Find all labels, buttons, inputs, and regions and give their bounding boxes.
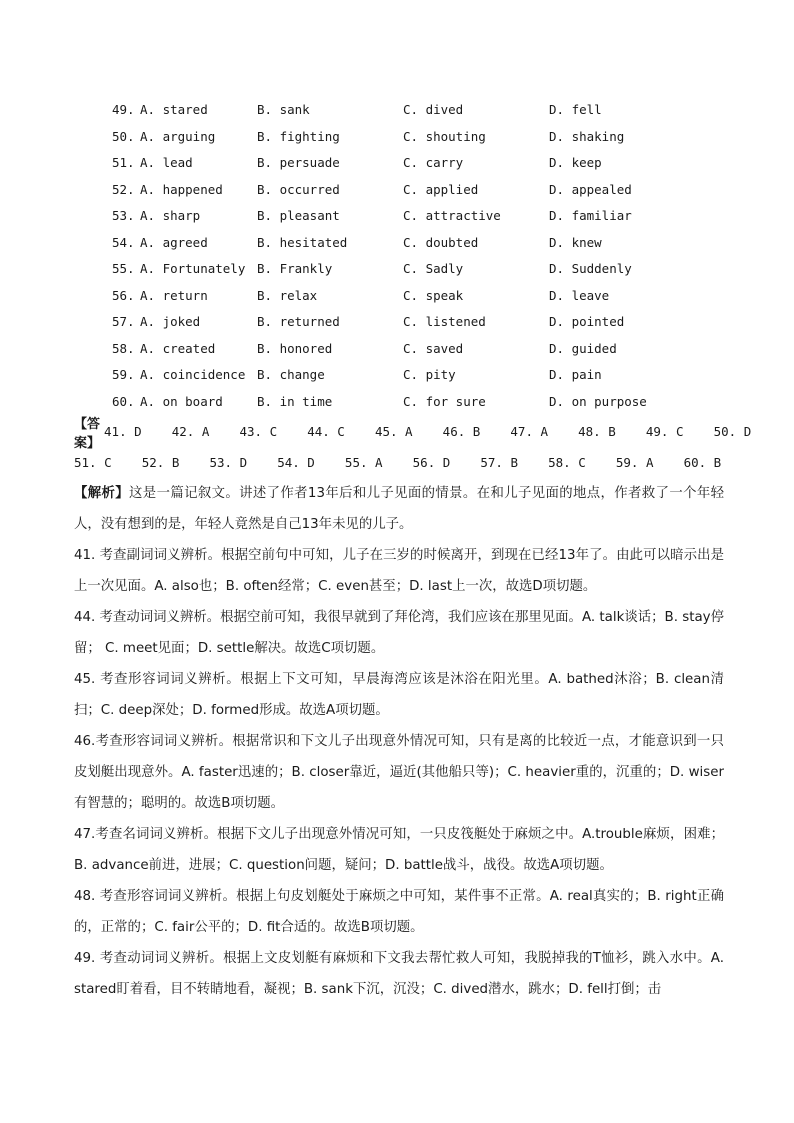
option-a: A. agreed xyxy=(140,234,208,250)
option-a: A. Fortunately xyxy=(140,261,246,276)
option-row xyxy=(0,97,794,124)
option-b: B. persuade xyxy=(257,155,340,170)
answer-label: 【答案】 xyxy=(74,416,101,451)
option-d: D. leave xyxy=(549,287,610,303)
option-b: B. hesitated xyxy=(257,234,348,250)
option-c: C. doubted xyxy=(403,234,479,250)
analysis-item: 48. 考查形容词词义辨析。根据上句皮划艇处于麻烦之中可知，某件事不正常。A. real真实的；B. right正确的，正常的；C. fair公平的；D. fit合适的。故选B项切题。 xyxy=(74,889,724,935)
option-b: B. fighting xyxy=(257,128,340,144)
option-c: C. applied xyxy=(403,181,479,197)
option-b: B. occurred xyxy=(257,181,340,197)
question-number: 50. xyxy=(112,128,135,144)
option-c: C. shouting xyxy=(403,128,486,144)
option-d: D. familiar xyxy=(549,208,632,223)
option-d: D. pointed xyxy=(549,314,625,329)
option-a: A. joked xyxy=(140,314,201,329)
option-b: B. pleasant xyxy=(257,208,340,223)
analysis-items xyxy=(74,540,724,1005)
question-number: 55. xyxy=(112,261,135,276)
option-c: C. speak xyxy=(403,287,464,303)
analysis-intro xyxy=(74,478,724,540)
analysis-item: 46.考查形容词词义辨析。根据常识和下文儿子出现意外情况可知，只有是离的比较近一点，才能意识到一只皮划艇出现意外。A. faster迅速的；B. closer靠近，逼近(其他船只等)；C. heavier重的，沉重的；D. wiser有智慧的；聪明的。故选B项切题。 xyxy=(74,734,724,811)
analysis-item: 44. 考查动词词义辨析。根据空前可知，我很早就到了拜伦湾，我们应该在那里见面。A. talk谈话；B. stay停留； C. meet见面；D. settle解决。故选C项切题。 xyxy=(74,610,724,656)
option-d: D. Suddenly xyxy=(549,261,632,276)
option-row xyxy=(0,177,794,204)
analysis-item: 45. 考查形容词词义辨析。根据上下文可知，早晨海湾应该是沐浴在阳光里。A. bathed沐浴；B. clean清扫；C. deep深处；D. formed形成。故选A项切题。 xyxy=(74,672,724,718)
question-number: 52. xyxy=(112,181,135,197)
question-number: 54. xyxy=(112,234,135,250)
option-b: B. returned xyxy=(257,314,340,329)
option-c: C. saved xyxy=(403,340,464,356)
question-number: 49. xyxy=(112,102,135,117)
option-d: D. pain xyxy=(549,367,602,382)
option-row xyxy=(0,150,794,177)
option-row xyxy=(0,283,794,310)
option-b: B. sank xyxy=(257,102,310,117)
analysis-item: 47.考查名词词义辨析。根据下文儿子出现意外情况可知，一只皮筏艇处于麻烦之中。A.trouble麻烦，困难；B. advance前进，进展；C. question问题，疑问；D. battle战斗，战役。故选A项切题。 xyxy=(74,827,724,873)
options-list xyxy=(0,97,794,415)
option-c: C. dived xyxy=(403,102,464,117)
option-a: A. on board xyxy=(140,393,223,409)
analysis-item: 41. 考查副词词义辨析。根据空前句中可知，儿子在三岁的时候离开，到现在已经13年了。由此可以暗示出是上一次见面。A. also也；B. often经常；C. even甚至；D. last上一次，故选D项切题。 xyxy=(74,548,724,594)
option-a: A. return xyxy=(140,287,208,303)
option-b: B. change xyxy=(257,367,325,382)
question-number: 60. xyxy=(112,393,135,409)
option-c: C. pity xyxy=(403,367,456,382)
analysis-intro-text: 这是一篇记叙文。讲述了作者13年后和儿子见面的情景。在和儿子见面的地点，作者救了一个年轻人，没有想到的是，年轻人竟然是自己13年未见的儿子。 xyxy=(74,486,724,532)
option-b: B. relax xyxy=(257,287,318,303)
option-b: B. in time xyxy=(257,393,333,409)
answer-key xyxy=(74,416,752,478)
option-a: A. happened xyxy=(140,181,223,197)
answer-items-1: 41. D 42. A 43. C 44. C 45. A 46. B 47. A 48. B 49. C 50. D xyxy=(104,424,752,439)
option-d: D. guided xyxy=(549,340,617,356)
answer-items-2: 51. C 52. B 53. D 54. D 55. A 56. D 57. B 58. C 59. A 60. B xyxy=(74,455,722,470)
option-row xyxy=(0,309,794,336)
analysis-item: 49. 考查动词词义辨析。根据上文皮划艇有麻烦和下文我去帮忙救人可知，我脱掉我的T恤衫，跳入水中。A. stared盯着看，目不转睛地看，凝视；B. sank下沉，沉没；C. dived潜水，跳水；D. fell打倒；击 xyxy=(74,951,724,997)
option-d: D. keep xyxy=(549,155,602,170)
option-row xyxy=(0,336,794,363)
option-a: A. sharp xyxy=(140,208,201,223)
option-c: C. listened xyxy=(403,314,486,329)
option-c: C. for sure xyxy=(403,393,486,409)
option-d: D. on purpose xyxy=(549,393,647,409)
option-b: B. honored xyxy=(257,340,333,356)
option-a: A. stared xyxy=(140,102,208,117)
option-a: A. lead xyxy=(140,155,193,170)
option-c: C. Sadly xyxy=(403,261,464,276)
option-row xyxy=(0,256,794,283)
option-a: A. created xyxy=(140,340,216,356)
option-a: A. coincidence xyxy=(140,367,246,382)
analysis-section xyxy=(74,478,724,1005)
option-row xyxy=(0,124,794,151)
option-d: D. knew xyxy=(549,234,602,250)
analysis-label: 【解析】 xyxy=(74,486,130,501)
question-number: 53. xyxy=(112,208,135,223)
question-number: 58. xyxy=(112,340,135,356)
option-row xyxy=(0,362,794,389)
answer-line-2 xyxy=(74,447,744,478)
question-number: 57. xyxy=(112,314,135,329)
option-row xyxy=(0,389,794,416)
option-c: C. carry xyxy=(403,155,464,170)
option-d: D. fell xyxy=(549,102,602,117)
answer-line-1 xyxy=(74,416,752,451)
option-d: D. shaking xyxy=(549,128,625,144)
option-d: D. appealed xyxy=(549,181,632,197)
option-row xyxy=(0,203,794,230)
question-number: 56. xyxy=(112,287,135,303)
option-c: C. attractive xyxy=(403,208,501,223)
question-number: 51. xyxy=(112,155,135,170)
option-a: A. arguing xyxy=(140,128,216,144)
option-row xyxy=(0,230,794,257)
question-number: 59. xyxy=(112,367,135,382)
option-b: B. Frankly xyxy=(257,261,333,276)
